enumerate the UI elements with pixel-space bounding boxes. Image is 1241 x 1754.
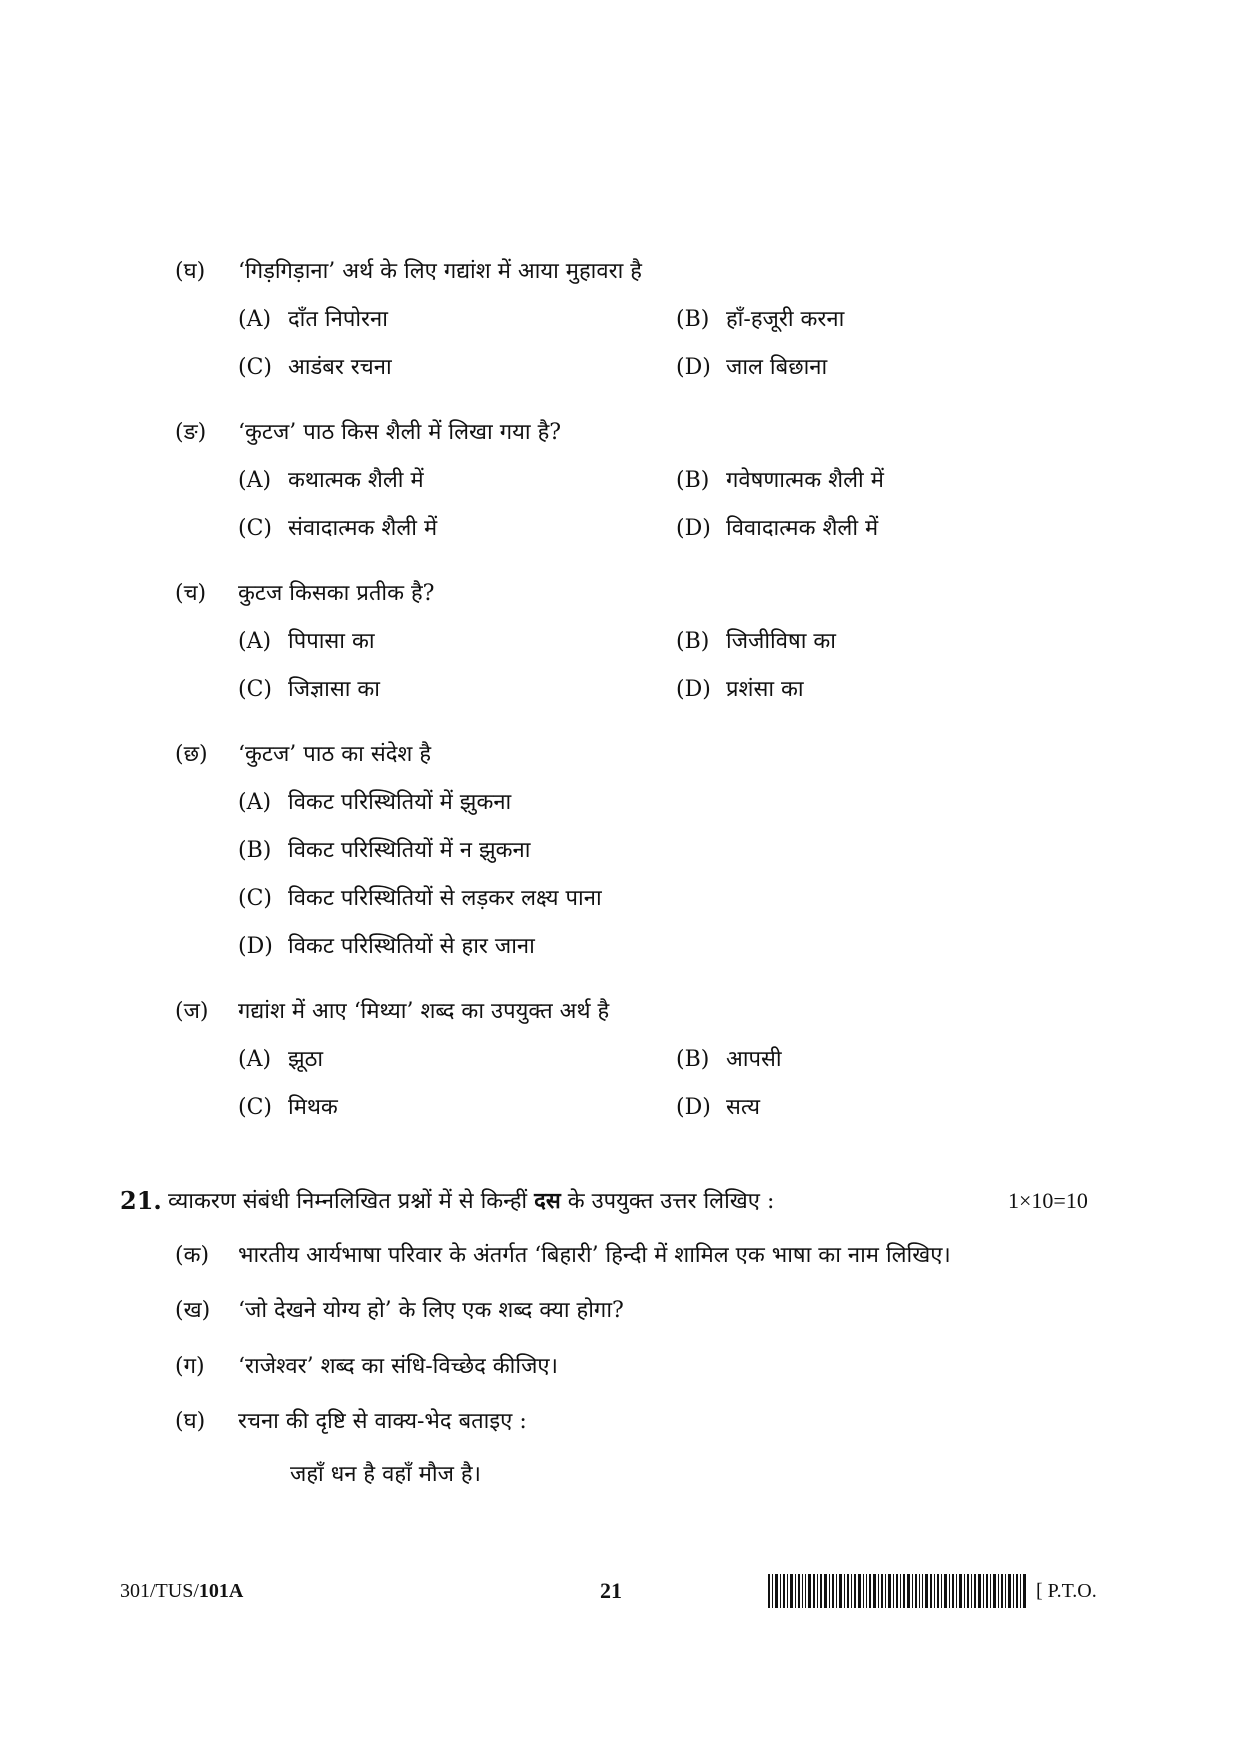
option-key: (B)	[238, 838, 272, 863]
option-key: (C)	[238, 1095, 272, 1120]
question-label: (ख)	[175, 1298, 211, 1323]
question-text: ‘गिड़गिड़ाना’ अर्थ के लिए गद्यांश में आया मुहावरा है	[238, 259, 642, 284]
option-text: गवेषणात्मक शैली में	[726, 468, 884, 493]
question-text-part: के उपयुक्त उत्तर लिखिए :	[560, 1189, 775, 1214]
paper-code	[120, 1576, 243, 1606]
option-key: (C)	[238, 355, 272, 380]
option-key: (A)	[238, 790, 272, 815]
question-label: (क)	[175, 1243, 210, 1268]
question-text: भारतीय आर्यभाषा परिवार के अंतर्गत ‘बिहारी’ हिन्दी में शामिल एक भाषा का नाम लिखिए।	[238, 1243, 951, 1268]
question-text-emphasis: दस	[534, 1188, 561, 1214]
option	[676, 466, 884, 496]
option-key: (D)	[676, 677, 711, 702]
option-text: आपसी	[726, 1047, 782, 1072]
option-key: (A)	[238, 307, 272, 332]
option-text: विकट परिस्थितियों में झुकना	[288, 790, 512, 815]
option-text: जिज्ञासा का	[288, 677, 380, 702]
question-label: (च)	[175, 581, 207, 606]
option-key: (D)	[238, 934, 273, 959]
option-text: प्रशंसा का	[726, 677, 804, 702]
option-key: (D)	[676, 355, 711, 380]
question-text: ‘कुटज’ पाठ का संदेश है	[238, 742, 432, 767]
question-text: ‘राजेश्वर’ शब्द का संधि-विच्छेद कीजिए।	[238, 1354, 558, 1379]
option	[238, 353, 392, 383]
option-text: जिजीविषा का	[726, 629, 836, 654]
option-key: (D)	[676, 516, 711, 541]
option-key: (C)	[238, 886, 272, 911]
option	[676, 514, 878, 544]
question-label: (ग)	[175, 1354, 205, 1379]
question-text: ‘कुटज’ पाठ किस शैली में लिखा गया है?	[238, 420, 562, 445]
option	[238, 884, 602, 914]
paper-code-prefix: 301/TUS/	[120, 1580, 199, 1602]
paper-code-bold: 101A	[198, 1580, 244, 1602]
option-text: विकट परिस्थितियों में न झुकना	[288, 838, 531, 863]
option-text: संवादात्मक शैली में	[288, 516, 438, 541]
option-text: पिपासा का	[288, 629, 375, 654]
option	[238, 1093, 338, 1123]
option-text: विकट परिस्थितियों से लड़कर लक्ष्य पाना	[288, 886, 602, 911]
option-text: कथात्मक शैली में	[288, 468, 424, 493]
option-text: हाँ-हजूरी करना	[726, 307, 845, 332]
option	[238, 466, 424, 496]
question-label: (ङ)	[175, 420, 207, 445]
barcode-icon	[768, 1574, 1026, 1608]
pto-label: [ P.T.O.	[1036, 1580, 1097, 1602]
question-text: गद्यांश में आए ‘मिथ्या’ शब्द का उपयुक्त अर्थ है	[238, 999, 610, 1024]
option	[238, 305, 388, 335]
option-key: (C)	[238, 516, 272, 541]
option-key: (C)	[238, 677, 272, 702]
question-label: (ज)	[175, 999, 209, 1024]
question-text	[168, 1186, 774, 1217]
option-key: (A)	[238, 468, 272, 493]
option-text: सत्य	[726, 1095, 761, 1120]
question-subtext: जहाँ धन है वहाँ मौज है।	[290, 1462, 481, 1487]
option	[676, 1045, 782, 1075]
option	[676, 305, 844, 335]
option	[676, 675, 804, 705]
option	[238, 836, 530, 866]
option	[238, 627, 375, 657]
page-number: 21	[600, 1578, 622, 1603]
option	[238, 788, 511, 818]
option-text: आडंबर रचना	[288, 355, 392, 380]
question-label: (छ)	[175, 742, 208, 767]
question-label: (घ)	[175, 259, 206, 284]
option-text: झूठा	[288, 1047, 324, 1072]
option-key: (A)	[238, 1047, 272, 1072]
option-text: विवादात्मक शैली में	[726, 516, 879, 541]
option	[238, 514, 437, 544]
option	[676, 1093, 760, 1123]
option-key: (B)	[676, 307, 710, 332]
option-key: (B)	[676, 468, 710, 493]
option-text: मिथक	[288, 1095, 338, 1120]
question-text: रचना की दृष्टि से वाक्य-भेद बताइए :	[238, 1409, 527, 1434]
option	[676, 627, 836, 657]
question-text: कुटज किसका प्रतीक है?	[238, 581, 435, 606]
option	[676, 353, 827, 383]
option-key: (B)	[676, 1047, 710, 1072]
option-key: (D)	[676, 1095, 711, 1120]
option	[238, 1045, 323, 1075]
question-text: ‘जो देखने योग्य हो’ के लिए एक शब्द क्या होगा?	[238, 1298, 624, 1323]
option-key: (B)	[676, 629, 710, 654]
question-label: (घ)	[175, 1409, 206, 1434]
option-text: जाल बिछाना	[726, 355, 828, 380]
option-text: दाँत निपोरना	[288, 307, 388, 332]
marks-allocation: 1×10=10	[1008, 1188, 1088, 1213]
question-text-part: व्याकरण संबंधी निम्नलिखित प्रश्नों में से किन्हीं	[168, 1189, 535, 1214]
option	[238, 675, 380, 705]
option-text: विकट परिस्थितियों से हार जाना	[288, 934, 535, 959]
option-key: (A)	[238, 629, 272, 654]
option	[238, 932, 535, 962]
question-number: 21.	[120, 1186, 162, 1215]
